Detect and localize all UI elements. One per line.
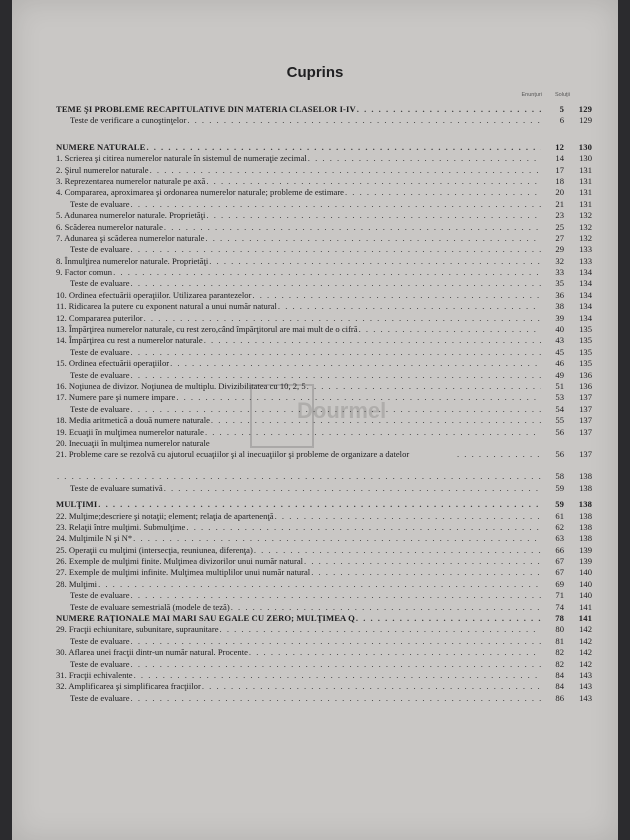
page-solutions: 140 — [579, 590, 592, 601]
document-page — [12, 0, 618, 840]
toc-entry-title: 6. Scăderea numerelor naturale — [56, 221, 163, 232]
page-solutions: 143 — [579, 681, 592, 692]
toc-entry — [56, 511, 592, 522]
page-statements: 18 — [555, 175, 564, 186]
page-solutions: 136 — [579, 380, 592, 391]
toc-section-heading — [56, 613, 592, 624]
dot-leader — [308, 153, 541, 164]
page-solutions: 135 — [579, 358, 592, 369]
dot-leader — [275, 511, 541, 522]
page-statements: 67 — [555, 556, 564, 567]
dot-leader — [164, 483, 541, 494]
page-solutions: 142 — [579, 658, 592, 669]
toc-entry-title: 28. Mulţimi — [56, 578, 98, 589]
toc-entry — [56, 347, 592, 358]
page-statements: 86 — [555, 692, 564, 703]
page-solutions: 131 — [579, 175, 592, 186]
page-solutions: 134 — [579, 289, 592, 300]
toc-entry-title: Teste de evaluare — [70, 635, 130, 646]
page-statements: 51 — [555, 380, 564, 391]
toc-entry-title: 14. Împărţirea cu rest a numerelor naturale — [56, 335, 203, 346]
page-solutions: 139 — [579, 556, 592, 567]
page-statements: 33 — [555, 267, 564, 278]
toc-entry-title: 13. Împărţirea numerelor naturale, cu rest zero,când împărţitorul are mai mult de o cifră — [56, 324, 358, 335]
toc-entry — [56, 278, 592, 289]
page-solutions: 135 — [579, 335, 592, 346]
toc-entry-title: 30. Aflarea unei fracţii dintr-un număr natural. Procente — [56, 647, 248, 658]
page-statements: 84 — [555, 669, 564, 680]
dot-leader — [211, 415, 541, 426]
page-solutions: 142 — [579, 647, 592, 658]
page-statements: 53 — [555, 392, 564, 403]
toc-entry-title: 9. Factor comun — [56, 267, 113, 278]
page-statements: 43 — [555, 335, 564, 346]
dot-leader — [144, 313, 541, 324]
page-statements: 35 — [555, 278, 564, 289]
toc-entry — [56, 415, 592, 426]
dot-leader — [98, 499, 541, 510]
column-headings — [514, 92, 570, 98]
toc-entry-title: 16. Noţiunea de divizor. Noţiunea de multiplu. Divizibilitatea cu 10, 2, 5 — [56, 380, 306, 391]
page-solutions: 135 — [579, 324, 592, 335]
page-solutions: 138 — [579, 471, 592, 482]
dot-leader — [176, 392, 541, 403]
page-statements: 54 — [555, 403, 564, 414]
toc-entry — [56, 233, 592, 244]
toc-entry — [56, 324, 592, 335]
page-solutions: 142 — [579, 635, 592, 646]
dot-leader — [131, 659, 541, 670]
toc-entry — [56, 392, 592, 403]
page-solutions: 135 — [579, 346, 592, 357]
page-statements: 17 — [555, 164, 564, 175]
page-statements: 49 — [555, 369, 564, 380]
page-statements: 81 — [555, 635, 564, 646]
dot-leader — [252, 290, 541, 301]
page-statements: 14 — [555, 153, 564, 164]
dot-leader — [209, 256, 541, 267]
toc-entry-title: 12. Compararea puterilor — [56, 312, 143, 323]
toc-entry — [56, 522, 592, 533]
toc-entry-title: 10. Ordinea efectuării operaţiilor. Utilizarea parantezelor — [56, 289, 252, 300]
toc-entry — [56, 370, 592, 381]
toc-entry-title: Teste de evaluare sumativă — [70, 482, 163, 493]
toc-section-heading — [56, 499, 592, 510]
page-statements: 69 — [555, 578, 564, 589]
page-statements: 32 — [555, 255, 564, 266]
toc-entry-title: 18. Media aritmetică a două numere naturale — [56, 415, 210, 426]
dot-leader — [186, 522, 541, 533]
page-statements: 21 — [555, 198, 564, 209]
toc-entry-title: 8. Înmulţirea numerelor naturale. Proprietăţi — [56, 255, 209, 266]
page-solutions: 138 — [579, 510, 592, 521]
page-statements: 78 — [555, 613, 564, 624]
page-statements: 61 — [555, 510, 564, 521]
page-solutions: 132 — [579, 232, 592, 243]
page-solutions: 142 — [579, 624, 592, 635]
toc-entry — [56, 602, 592, 613]
page-solutions: 137 — [579, 449, 592, 460]
toc-entry-title: 1. Scrierea şi citirea numerelor naturale în sistemul de numeraţie zecimal — [56, 153, 307, 164]
toc-entry — [56, 176, 592, 187]
dot-leader — [254, 545, 541, 556]
page-statements: 82 — [555, 658, 564, 669]
toc-entry — [56, 313, 592, 324]
toc-entry — [56, 222, 592, 233]
toc-entry-title: 27. Exemple de mulţimi infinite. Mulţimea multiplilor unui număr natural — [56, 567, 311, 578]
toc-entry — [56, 427, 592, 438]
page-solutions: 141 — [578, 613, 592, 624]
table-of-contents — [56, 104, 592, 704]
column-heading-statements: Enunţuri — [521, 92, 542, 98]
toc-entry — [56, 647, 592, 658]
page-statements: 71 — [555, 590, 564, 601]
toc-entry — [56, 659, 592, 670]
dot-leader — [98, 579, 541, 590]
page-statements: 6 — [559, 115, 564, 126]
toc-entry-title: 29. Fracţii echiunitare, subunitare, supraunitare — [56, 624, 219, 635]
page-solutions: 138 — [579, 533, 592, 544]
toc-entry — [56, 624, 592, 635]
toc-entry-title: 31. Fracţii echivalente — [56, 669, 133, 680]
toc-entry — [56, 590, 592, 601]
toc-entry-title: Teste de verificare a cunoştinţelor — [70, 115, 187, 126]
toc-entry-title: 2. Şirul numerelor naturale — [56, 164, 149, 175]
dot-leader — [356, 613, 541, 624]
toc-section-heading — [56, 142, 592, 153]
dot-leader — [170, 358, 541, 369]
toc-entry — [56, 210, 592, 221]
page-solutions: 133 — [579, 255, 592, 266]
page-solutions: 143 — [579, 669, 592, 680]
toc-entry — [56, 579, 592, 590]
dot-leader — [150, 165, 541, 176]
page-statements: 67 — [555, 567, 564, 578]
toc-entry — [56, 153, 592, 164]
dot-leader — [113, 267, 541, 278]
dot-leader — [131, 693, 541, 704]
page-statements: 59 — [555, 482, 564, 493]
page-title: Cuprins — [286, 64, 344, 81]
page-solutions: 136 — [579, 369, 592, 380]
dot-leader — [131, 278, 541, 289]
page-solutions: 134 — [579, 267, 592, 278]
page-statements: 29 — [555, 244, 564, 255]
dot-leader — [131, 199, 541, 210]
toc-entry-title: 24. Mulţimile N şi N* — [56, 533, 133, 544]
toc-entry-title: Teste de evaluare — [70, 692, 130, 703]
page-solutions: 137 — [579, 415, 592, 426]
toc-entry — [56, 256, 592, 267]
page-statements: 46 — [555, 358, 564, 369]
toc-entry — [56, 533, 592, 544]
dot-leader — [307, 381, 541, 392]
page-solutions: 140 — [579, 567, 592, 578]
toc-entry-title: 17. Numere pare şi numere impare — [56, 392, 176, 403]
toc-entry — [56, 381, 592, 392]
page-statements: 55 — [555, 415, 564, 426]
page-statements: 74 — [555, 601, 564, 612]
page-solutions: 141 — [579, 601, 592, 612]
dot-leader — [205, 427, 541, 438]
toc-entry-title: Teste de evaluare semestrială (modele de teză) — [70, 601, 230, 612]
page-statements: 45 — [555, 346, 564, 357]
toc-entry-title: Teste de evaluare — [70, 369, 130, 380]
dot-leader — [359, 324, 541, 335]
page-solutions: 138 — [579, 482, 592, 493]
page-solutions: 129 — [578, 104, 592, 114]
page-solutions: 130 — [579, 153, 592, 164]
dot-leader — [202, 681, 541, 692]
page-statements: 82 — [555, 647, 564, 658]
toc-entry-title: 23. Relaţii între mulţimi. Submulţime — [56, 521, 186, 532]
dot-leader — [206, 176, 541, 187]
dot-leader — [146, 142, 541, 153]
toc-entry — [56, 438, 592, 449]
toc-entry — [56, 681, 592, 692]
dot-leader — [357, 104, 541, 115]
page-solutions: 132 — [579, 210, 592, 221]
dot-leader — [206, 210, 541, 221]
toc-entry-title: TEME ŞI PROBLEME RECAPITULATIVE DIN MATERIA CLASELOR I-IV — [56, 104, 356, 114]
dot-leader — [131, 347, 541, 358]
dot-leader — [311, 567, 541, 578]
dot-leader — [134, 670, 541, 681]
page-statements: 39 — [555, 312, 564, 323]
dot-leader — [278, 301, 541, 312]
page-solutions: 134 — [579, 278, 592, 289]
page-solutions: 137 — [579, 403, 592, 414]
toc-entry — [56, 567, 592, 578]
dot-leader — [304, 556, 541, 567]
page-solutions: 129 — [579, 115, 592, 126]
toc-entry-title: 19. Ecuaţii în mulţimea numerelor naturale — [56, 426, 204, 437]
page-solutions: 137 — [579, 392, 592, 403]
page-statements: 20 — [555, 187, 564, 198]
page-solutions: 131 — [579, 164, 592, 175]
page-solutions: 133 — [579, 244, 592, 255]
page-statements: 27 — [555, 232, 564, 243]
page-solutions: 137 — [579, 426, 592, 437]
toc-entry — [56, 404, 592, 415]
toc-entry — [56, 301, 592, 312]
toc-entry-title: Teste de evaluare — [70, 278, 130, 289]
toc-entry — [56, 556, 592, 567]
toc-entry-title: 32. Amplificarea şi simplificarea fracţiilor — [56, 681, 201, 692]
toc-entry — [56, 165, 592, 176]
toc-entry-title: NUMERE RAŢIONALE MAI MARI SAU EGALE CU ZERO; MULŢIMEA Q — [56, 613, 355, 624]
toc-entry-title: 22. Mulţime;descriere şi notaţii; element; relaţia de apartenenţă — [56, 510, 274, 521]
page-solutions: 139 — [579, 544, 592, 555]
toc-entry — [56, 449, 592, 471]
dot-leader — [133, 533, 541, 544]
page-solutions: 143 — [579, 692, 592, 703]
dot-leader — [457, 449, 541, 460]
page-solutions: 140 — [579, 578, 592, 589]
toc-entry-title: 15. Ordinea efectuării operaţiilor — [56, 358, 170, 369]
dot-leader — [131, 370, 541, 381]
page-statements: 36 — [555, 289, 564, 300]
page-statements: 63 — [555, 533, 564, 544]
page-statements: 59 — [555, 499, 564, 510]
dot-leader — [231, 602, 541, 613]
page-solutions: 131 — [579, 187, 592, 198]
dot-leader — [204, 335, 541, 346]
page-statements: 38 — [555, 301, 564, 312]
toc-entry — [56, 267, 592, 278]
dot-leader — [131, 244, 541, 255]
toc-entry-title: 11. Ridicarea la putere cu exponent natural a unui număr natural — [56, 301, 277, 312]
dot-leader — [345, 187, 541, 198]
toc-entry — [56, 483, 592, 494]
toc-entry-title: MULŢIMI — [56, 499, 98, 510]
dot-leader — [57, 471, 541, 482]
page-solutions: 132 — [579, 221, 592, 232]
toc-entry-title: 21. Probleme care se rezolvă cu ajutorul ecuaţiilor şi al inecuaţiilor şi probleme de organizare a datelor — [56, 449, 410, 460]
toc-section-heading — [56, 104, 592, 115]
page-solutions: 131 — [579, 198, 592, 209]
dot-leader — [249, 647, 541, 658]
page-solutions: 134 — [579, 301, 592, 312]
toc-entry — [56, 335, 592, 346]
toc-entry — [56, 545, 592, 556]
toc-entry — [56, 471, 592, 482]
toc-entry-title: Teste de evaluare — [70, 590, 130, 601]
page-statements: 5 — [559, 104, 564, 114]
toc-entry-title: 7. Adunarea şi scăderea numerelor naturale — [56, 232, 205, 243]
toc-entry — [56, 199, 592, 210]
dot-leader — [131, 404, 541, 415]
toc-entry — [56, 115, 592, 126]
page-statements: 12 — [555, 141, 564, 152]
toc-entry-title: 26. Exemple de mulţimi finite. Mulţimea divizorilor unui număr natural — [56, 556, 304, 567]
page-statements: 62 — [555, 521, 564, 532]
toc-entry-title: 3. Reprezentarea numerelor naturale pe axă — [56, 175, 206, 186]
dot-leader — [131, 590, 541, 601]
toc-entry-title: Teste de evaluare — [70, 198, 130, 209]
watermark: Dourmel — [297, 398, 387, 423]
page-statements: 80 — [555, 624, 564, 635]
page-statements: 25 — [555, 221, 564, 232]
page-statements: 40 — [555, 324, 564, 335]
dot-leader — [205, 233, 541, 244]
page-statements: 56 — [555, 449, 564, 460]
toc-entry — [56, 244, 592, 255]
toc-entry — [56, 290, 592, 301]
dot-leader — [131, 636, 541, 647]
toc-entry-title: 25. Operaţii cu mulţimi (intersecţia, reuniunea, diferenţa) — [56, 544, 253, 555]
toc-entry-title: 20. Inecuaţii în mulţimea numerelor naturale — [56, 437, 210, 448]
column-heading-solutions: Soluţii — [555, 92, 570, 98]
page-statements: 84 — [555, 681, 564, 692]
toc-entry-title: Teste de evaluare — [70, 658, 130, 669]
toc-entry-title: 5. Adunarea numerelor naturale. Proprietăţi — [56, 210, 206, 221]
toc-entry-title: Teste de evaluare — [70, 403, 130, 414]
dot-leader — [187, 115, 541, 126]
page-solutions: 134 — [579, 312, 592, 323]
page-statements: 56 — [555, 426, 564, 437]
dot-leader — [164, 222, 541, 233]
page-solutions: 138 — [578, 499, 592, 510]
toc-entry — [56, 358, 592, 369]
page-statements: 66 — [555, 544, 564, 555]
page-statements: 23 — [555, 210, 564, 221]
page-solutions: 130 — [578, 141, 592, 152]
toc-entry — [56, 636, 592, 647]
page-statements: 58 — [555, 471, 564, 482]
toc-entry — [56, 693, 592, 704]
toc-entry — [56, 670, 592, 681]
dot-leader — [220, 624, 541, 635]
toc-entry-title: Teste de evaluare — [70, 346, 130, 357]
toc-entry-title: Teste de evaluare — [70, 244, 130, 255]
page-solutions: 138 — [579, 521, 592, 532]
toc-entry-title: NUMERE NATURALE — [56, 141, 146, 152]
toc-entry-title: 4. Compararea, aproximarea şi ordonarea numerelor naturale; probleme de estimare — [56, 187, 344, 198]
toc-entry — [56, 187, 592, 198]
